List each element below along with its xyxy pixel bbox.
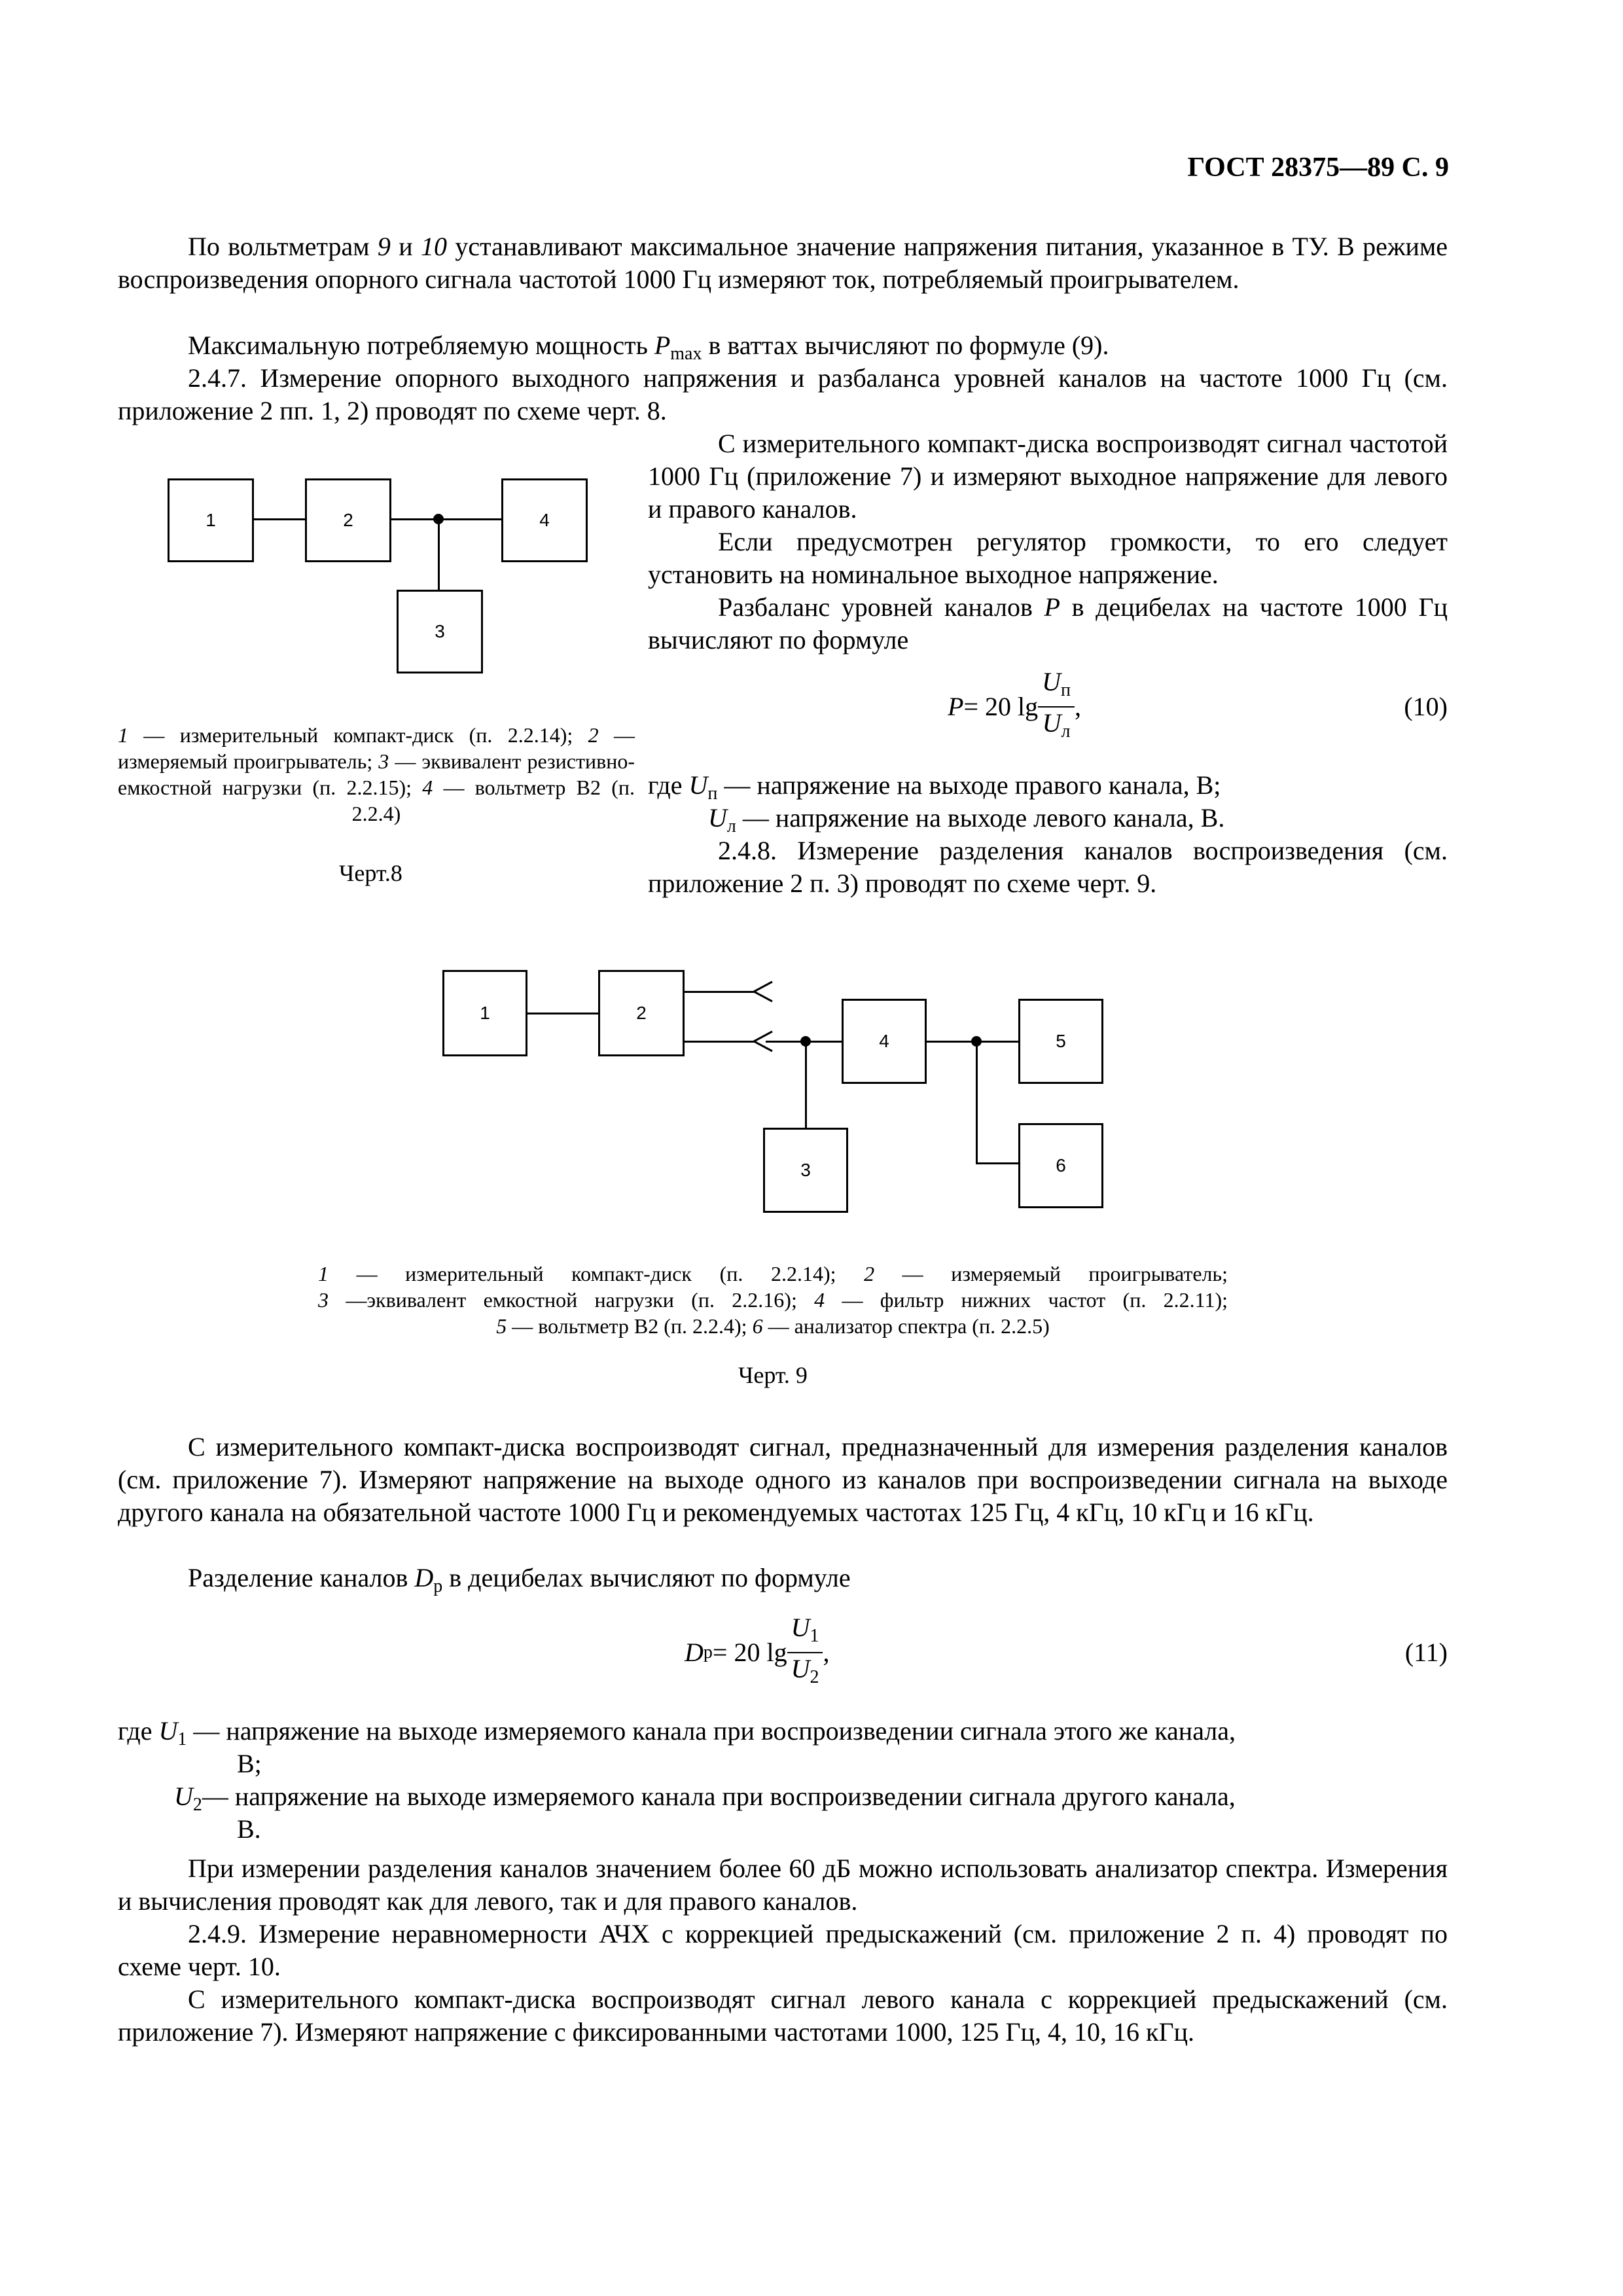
paragraph-volume-control: Если предусмотрен регулятор громкости, то его следует установить на номинальное выходное напряжение. [648,527,1448,589]
figure-9-caption-line-3: 5 — вольтметр В2 (п. 2.2.4); 6 — анализатор спектра (п. 2.2.5) [496,1314,1050,1338]
paragraph-voltmeters: По вольтметрам 9 и 10 устанавливают максимальное значение напряжения питания, указанное в ТУ. В режиме воспроизведения опорного сигнала частотой 1000 Гц измеряют ток, потребляемый проигрывателем. [118,232,1448,294]
fig8-box-2: 2 [305,478,391,562]
figure-9-caption-line-1: 1 — измерительный компакт-диск (п. 2.2.14); 2 — измеряемый проигрыватель; [318,1262,1228,1285]
fig8-junction-dot [433,514,444,524]
paragraph-spectrum-analyzer: При измерении разделения каналов значением более 60 дБ можно использовать анализатор спектра. Измерения и вычисления проводят как для левого, так и для правого каналов. [118,1854,1448,1916]
fig9-line-1-2 [527,1013,598,1014]
paragraph-section-2-4-8: 2.4.8. Измерение разделения каналов воспроизведения (см. приложение 2 п. 3) проводят по схеме черт. 9. [648,836,1448,898]
fig9-box-3: 3 [763,1128,848,1213]
fig9-line-junction-3 [805,1041,807,1128]
fig9-line-junction-6 [976,1041,978,1164]
fig9-connector-upper-icon [746,980,779,1004]
formula-11-fraction: $\frac{U_1}{U_2}$ [787,1612,823,1693]
fig8-box-1: 1 [168,478,254,562]
formula-10-where-1: где $U_п$ — напряжение на выходе правого канала, В; [648,770,1221,804]
fig9-line-2-out-upper [685,991,754,993]
figure-8-title: Черт.8 [339,860,402,886]
fig8-line-1-2 [254,518,305,520]
formula-10-fraction: $\frac{U_п}{U_л}$ [1038,666,1075,747]
page-header: ГОСТ 28375—89 С. 9 [1187,152,1449,183]
figure-8-caption: 1 — измерительный компакт-диск (п. 2.2.14); 2 — измеряемый проигрыватель; 3 — эквивалент резистивно-емкостной нагрузки (п. 2.2.15); 4 — вольтметр В2 (п. 2.2.4) [118,723,635,825]
formula-10-number: (10) [1404,692,1448,721]
fig8-box-3: 3 [397,590,483,673]
formula-10: P = 20 lg $\frac{U_п}{U_л}$ , [948,671,1081,743]
paragraph-separation-formula-intro: Разделение каналов $D_р$ в децибелах вычисляют по формуле [188,1563,851,1596]
fig8-line-2-4 [391,518,501,520]
paragraph-left-channel: С измерительного компакт-диска воспроизводят сигнал левого канала с коррекцией предыскажений (см. приложение 7). Измеряют напряжение с фиксированными частотами 1000, 125 Гц, 4, 10, 16 кГц. [118,1984,1448,2047]
fig9-line-2-out-lower [685,1041,754,1043]
paragraph-section-2-4-7: 2.4.7. Измерение опорного выходного напряжения и разбаланса уровней каналов на частоте 1000 Гц (см. приложение 2 пп. 1, 2) проводят по схеме черт. 8. [118,363,1448,425]
fig9-line-to-6 [976,1162,1018,1164]
formula-11-where-1-cont: В; [237,1749,262,1778]
formula-11: D р = 20 lg $\frac{U_1}{U_2}$ , [685,1617,829,1689]
formula-11-where-2-cont: В. [237,1814,261,1844]
paragraph-section-2-4-9: 2.4.9. Измерение неравномерности АЧХ с коррекцией предыскажений (см. приложение 2 п. 4) проводят по схеме черт. 10. [118,1919,1448,1981]
formula-10-where-2: $U_л$ — напряжение на выходе левого канала, В. [708,803,1225,836]
formula-11-number: (11) [1404,1638,1448,1667]
fig8-box-4: 4 [501,478,588,562]
formula-11-where-2: $U_2—$ напряжение на выходе измеряемого канала при воспроизведении сигнала другого канала, [174,1782,1236,1815]
fig9-box-2: 2 [598,970,685,1056]
figure-9-title: Черт. 9 [738,1362,808,1388]
fig9-box-1: 1 [442,970,527,1056]
paragraph-reference-signal: С измерительного компакт-диска воспроизводят сигнал частотой 1000 Гц (приложение 7) и измеряют выходное напряжение для левого и правого каналов. [648,429,1448,524]
figure-9-caption-line-2: 3 —эквивалент емкостной нагрузки (п. 2.2.16); 4 — фильтр нижних частот (п. 2.2.11); [318,1288,1228,1312]
fig9-box-4: 4 [842,999,927,1084]
fig9-box-5: 5 [1018,999,1103,1084]
paragraph-channel-separation: С измерительного компакт-диска воспроизводят сигнал, предназначенный для измерения разделения каналов (см. приложение 7). Измеряют напряжение на выходе одного из каналов при воспроизведении сигнала на выходе другого канала на обязательной частоте 1000 Гц и рекомендуемых частотах 125 Гц, 4 кГц, 10 кГц и 16 кГц. [118,1432,1448,1527]
paragraph-max-power: Максимальную потребляемую мощность $P_{max}$ в ваттах вычисляют по формуле (9). [188,331,1109,364]
fig8-line-junction-3 [438,519,440,590]
fig9-box-6: 6 [1018,1123,1103,1208]
formula-11-where-1: где $U_1$ — напряжение на выходе измеряемого канала при воспроизведении сигнала этого же канала, [118,1716,1236,1749]
figure-9-caption [318,1261,1228,1339]
paragraph-imbalance: Разбаланс уровней каналов P в децибелах на частоте 1000 Гц вычисляют по формуле [648,592,1448,655]
